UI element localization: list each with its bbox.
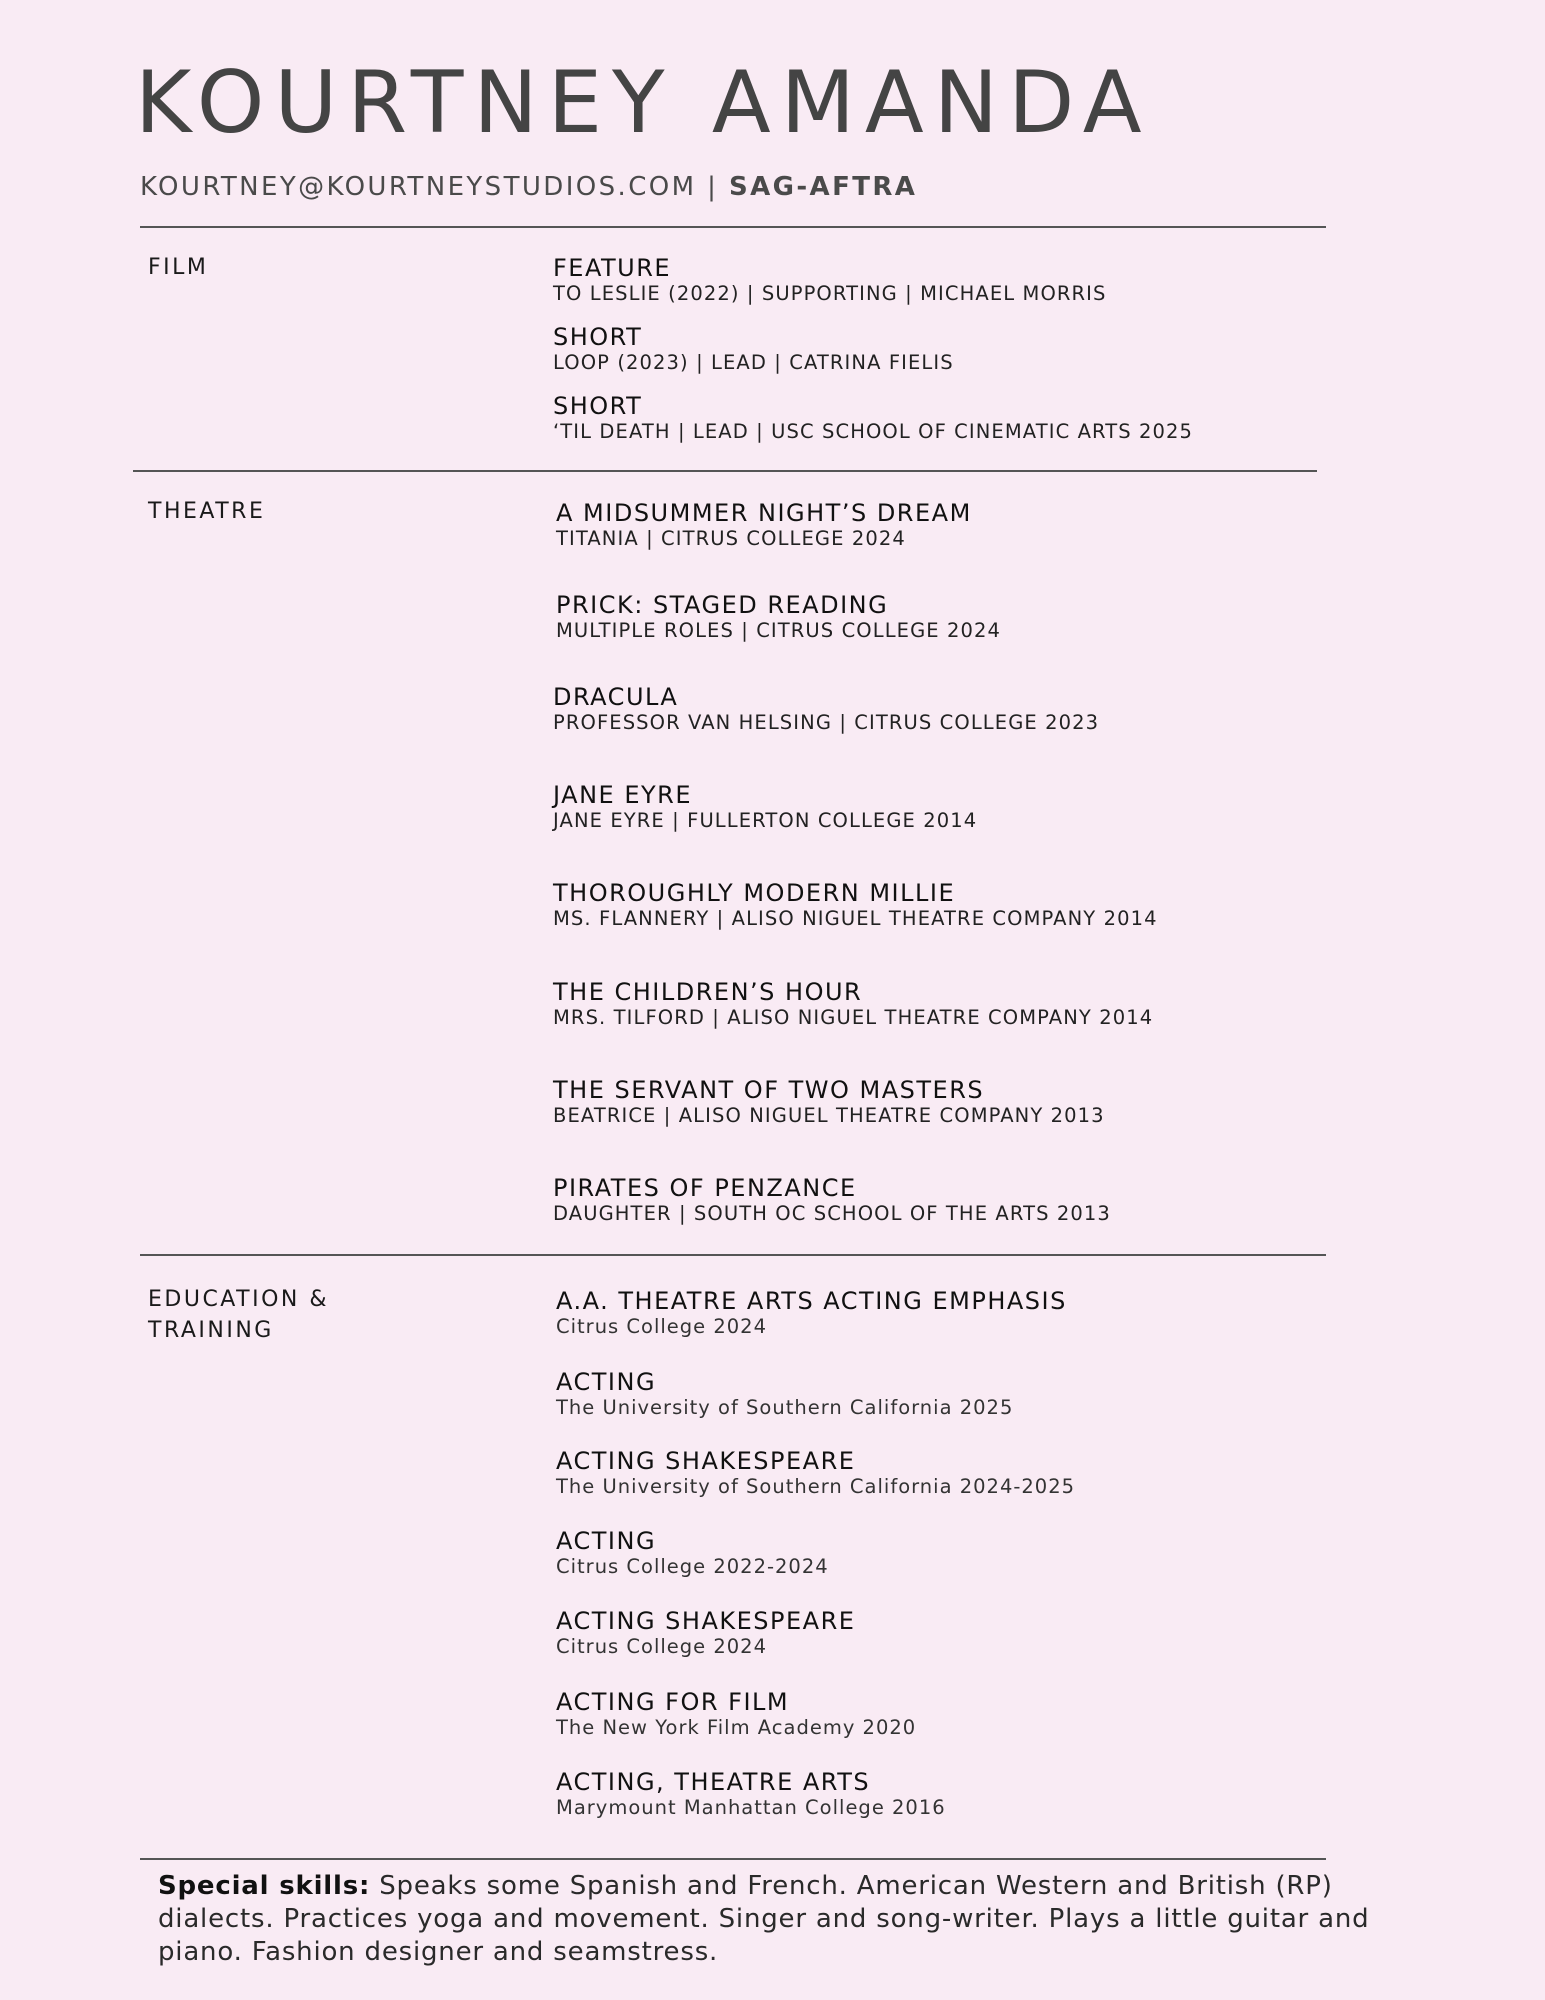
theatre-entry — [553, 1076, 1105, 1128]
special-skills-label: Special skills: — [158, 1871, 371, 1901]
film-entry — [553, 254, 1107, 306]
entry-title: ACTING SHAKESPEARE — [556, 1447, 856, 1475]
entry-title: ACTING FOR FILM — [556, 1688, 790, 1716]
education-entry — [556, 1607, 855, 1659]
special-skills-text: Speaks some Spanish and French. American Western and British (RP) dialects. Practices yoga and movement. Singer and song-writer. Plays a little guitar and piano. Fashion designer and seamstress. — [158, 1871, 1370, 1967]
theatre-entry — [556, 591, 1001, 643]
entry-detail: Citrus College 2024 — [556, 1635, 767, 1658]
theatre-entry — [553, 781, 977, 833]
entry-title: ACTING SHAKESPEARE — [556, 1607, 856, 1635]
entry-title: THOROUGHLY MODERN MILLIE — [553, 879, 956, 907]
film-entry — [553, 323, 954, 375]
entry-detail: Marymount Manhattan College 2016 — [556, 1796, 946, 1819]
entry-title: A.A. THEATRE ARTS ACTING EMPHASIS — [556, 1287, 1067, 1315]
entry-detail: MS. FLANNERY | ALISO NIGUEL THEATRE COMPANY 2014 — [553, 907, 1158, 930]
education-entry — [556, 1527, 829, 1579]
entry-title: JANE EYRE — [553, 781, 692, 809]
entry-detail: MRS. TILFORD | ALISO NIGUEL THEATRE COMPANY 2014 — [553, 1006, 1154, 1029]
theatre-entry — [556, 499, 972, 551]
entry-title: PIRATES OF PENZANCE — [553, 1174, 857, 1202]
contact-line — [140, 172, 917, 202]
entry-title: SHORT — [553, 323, 643, 351]
entry-detail: DAUGHTER | SOUTH OC SCHOOL OF THE ARTS 2013 — [553, 1202, 1111, 1225]
resume-name: KOURTNEY AMANDA — [135, 53, 1152, 153]
theatre-entry — [553, 978, 1153, 1030]
special-skills — [158, 1870, 1428, 1969]
entry-title: THE CHILDREN’S HOUR — [553, 978, 863, 1006]
entry-detail: TO LESLIE (2022) | SUPPORTING | MICHAEL MORRIS — [553, 282, 1107, 305]
education-label-line2: TRAINING — [148, 1318, 274, 1343]
entry-detail: Citrus College 2024 — [556, 1315, 767, 1338]
theatre-entry — [553, 683, 1099, 735]
union-affiliation: SAG-AFTRA — [728, 172, 918, 202]
section-label-education — [148, 1284, 329, 1346]
divider-film — [133, 470, 1317, 472]
entry-detail: MULTIPLE ROLES | CITRUS COLLEGE 2024 — [556, 619, 1002, 642]
entry-detail: The University of Southern California 2024-2025 — [556, 1475, 1076, 1498]
entry-title: FEATURE — [553, 254, 672, 282]
divider-theatre — [140, 1254, 1326, 1256]
education-entry — [556, 1287, 1067, 1339]
entry-title: ACTING — [556, 1368, 657, 1396]
entry-title: ACTING, THEATRE ARTS — [556, 1768, 871, 1796]
divider-header — [140, 226, 1326, 228]
contact-separator: | — [696, 172, 729, 202]
entry-title: PRICK: STAGED READING — [556, 591, 889, 619]
entry-detail: JANE EYRE | FULLERTON COLLEGE 2014 — [553, 809, 978, 832]
entry-detail: BEATRICE | ALISO NIGUEL THEATRE COMPANY 2013 — [553, 1104, 1105, 1127]
section-label-film: FILM — [148, 255, 209, 280]
entry-title: SHORT — [553, 392, 643, 420]
theatre-entry — [553, 1174, 1111, 1226]
education-entry — [556, 1768, 946, 1820]
entry-detail: ‘TIL DEATH | LEAD | USC SCHOOL OF CINEMATIC ARTS 2025 — [553, 420, 1194, 443]
entry-detail: The New York Film Academy 2020 — [556, 1716, 917, 1739]
education-entry — [556, 1447, 1075, 1499]
education-entry — [556, 1368, 1013, 1420]
email-text[interactable]: KOURTNEY@KOURTNEYSTUDIOS.COM — [140, 172, 697, 202]
entry-detail: LOOP (2023) | LEAD | CATRINA FIELIS — [553, 351, 954, 374]
entry-detail: Citrus College 2022-2024 — [556, 1555, 829, 1578]
education-label-line1: EDUCATION & — [148, 1287, 329, 1312]
entry-title: A MIDSUMMER NIGHT’S DREAM — [556, 499, 972, 527]
film-entry — [553, 392, 1193, 444]
entry-title: THE SERVANT OF TWO MASTERS — [553, 1076, 985, 1104]
entry-detail: PROFESSOR VAN HELSING | CITRUS COLLEGE 2023 — [553, 711, 1100, 734]
education-entry — [556, 1688, 916, 1740]
section-label-theatre: THEATRE — [148, 499, 266, 524]
entry-title: DRACULA — [553, 683, 679, 711]
entry-title: ACTING — [556, 1527, 657, 1555]
theatre-entry — [553, 879, 1158, 931]
entry-detail: The University of Southern California 2025 — [556, 1396, 1014, 1419]
entry-detail: TITANIA | CITRUS COLLEGE 2024 — [556, 527, 906, 550]
divider-education — [140, 1858, 1326, 1860]
